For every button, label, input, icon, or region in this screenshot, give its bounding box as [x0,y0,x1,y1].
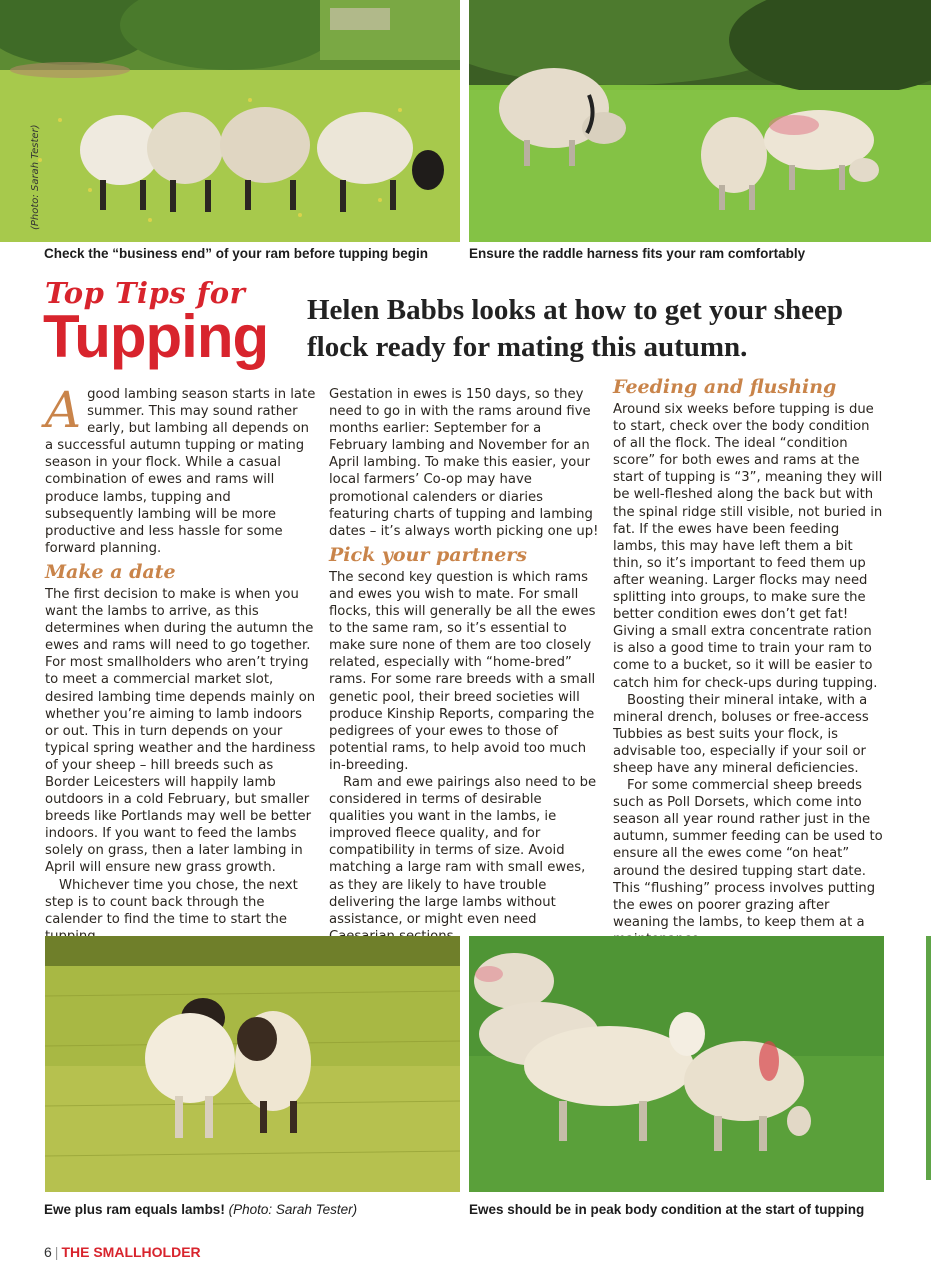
magazine-name: THE SMALLHOLDER [61,1244,201,1260]
article-column-2 [329,386,601,945]
photo-raddle-harness [469,0,931,242]
photo-credit: (Photo: Sarah Tester) [228,1202,358,1217]
footer-separator: | [54,1244,59,1260]
caption-text: Ewe plus ram equals lambs! [44,1202,225,1217]
paragraph: Whichever time you chose, the next step is to count back through the calender to find the time to start the [45,877,298,927]
paragraph: For some commercial sheep breeds such as Poll Dorsets, which come into season all year round rather just in the autumn, summer feeding can be used to ensure all the ewes come “on heat” around the desired tupping start date. This “flushing” process involves putting the ewes on poorer grazing after weaning the lambs, to keep them at a [613,778,883,930]
paragraph: Ram and ewe pairings also need to be considered in terms of desirable qualities you want in the lambs, ie improved fleece quality, and for compatibility in terms of size. Avoid matching a large ram with small ewes, as they are likely to have trouble delivering the large lambs without assistance, or might even need [329,774,597,927]
subhead-make-a-date: Make a date [45,560,176,583]
intro-paragraph [45,381,317,557]
drop-cap: A [45,381,82,439]
subhead-pick-your-partners: Pick your partners [329,543,527,566]
subhead-feeding-and-flushing: Feeding and flushing [613,376,837,398]
caption-bottom-left [44,1202,357,1217]
headline: Tupping [43,303,269,370]
title-kicker: Top Tips for [45,276,246,310]
photo-credit: (Photo: Sarah Tester) [30,124,41,230]
photo-rams-rear [0,0,460,242]
page-edge-bar [926,936,931,1180]
paragraph: The first decision to make is when you want the lambs to arrive, as this determines when during the autumn the ewes and rams will need to go together. For most smallholders who aren’t trying to meet a commercial market slot, desired lambing time depends mainly on whether you’re aiming to lamb indoors or out. This in turn depends on your typical spring weather and the hardiness of your sheep – hill breeds such as Border Leicesters will happily lamb outdoors in a cold February, but smaller breeds like Portlands may well be better indoors. If you want to feed the lambs solely on grass, then a later lambing in April will ensure new grass growth. [45,586,316,876]
article-column-3 [613,376,885,948]
paragraph: Around six weeks before tupping is due to start, check over the body condition of all the flock. The ideal “condition score” for both ewes and rams at the start of tupping is “3”, meaning they will be well-fleshed along the back but with the spinal ridge still visible, not buried in fat. If the ewes have been feeding lambs, this may have left them a bit thin, so it’s important to feed them up after weaning. Larger flocks may need splitting into groups, to make sure the better condition ewes don’t get fat! Giving a small extra concentrate ration is also a good time to train your ram to come to a bucket, so it will be easier to catch him for check-ups during tupping. [613,402,883,691]
caption-top-left: Check the “business end” of your ram before tupping begin [44,246,429,261]
caption-top-right: Ensure the raddle harness fits your ram comfortably [469,246,806,261]
caption-bottom-right: Ewes should be in peak body condition at the start of tupping [469,1202,865,1217]
paragraph: Gestation in ewes is 150 days, so they need to go in with the rams around five months earlier: September for a February lambing and November for an April lambing. To make this easier, your local farmers’ Co-op may have promotional calenders or diaries featuring charts of tupping and lambing dates – it’s always worth picking one up! [329,387,599,539]
paragraph: Boosting their mineral intake, with a mineral drench, boluses or free-access Tubbies as best suits your flock, is advisable too, especially if your soil or sheep have any mineral deficiencies. [613,692,869,776]
paragraph: The second key question is which rams and ewes you wish to mate. For small flocks, this will generally be all the ewes to the same ram, so it’s essential to make sure none of them are too closely related, especially with “home-bred” rams. For some rare breeds with a small genetic pool, their breed societies will produce Kinship Reports, comparing the pedigrees of your ewes to those of potential rams, to help avoid too much in-breeding. [329,569,596,773]
article-column-1 [45,381,317,945]
photo-grazing-ewes [469,936,884,1192]
standfirst: Helen Babbs looks at how to get your sheep flock ready for mating this autumn. [307,294,844,363]
photo-ewe-and-ram [45,936,460,1192]
page-number: 6 [44,1244,52,1260]
intro-text: good lambing season starts in late summer. This may sound rather early, but lambing all depends on a successful autumn tupping or mating season in your flock. While a casual combination of ewes and rams will produce lambs, tupping and subsequently lambing will be more productive and less hassle for some forward planning. [45,387,316,556]
page-footer [44,1244,201,1260]
